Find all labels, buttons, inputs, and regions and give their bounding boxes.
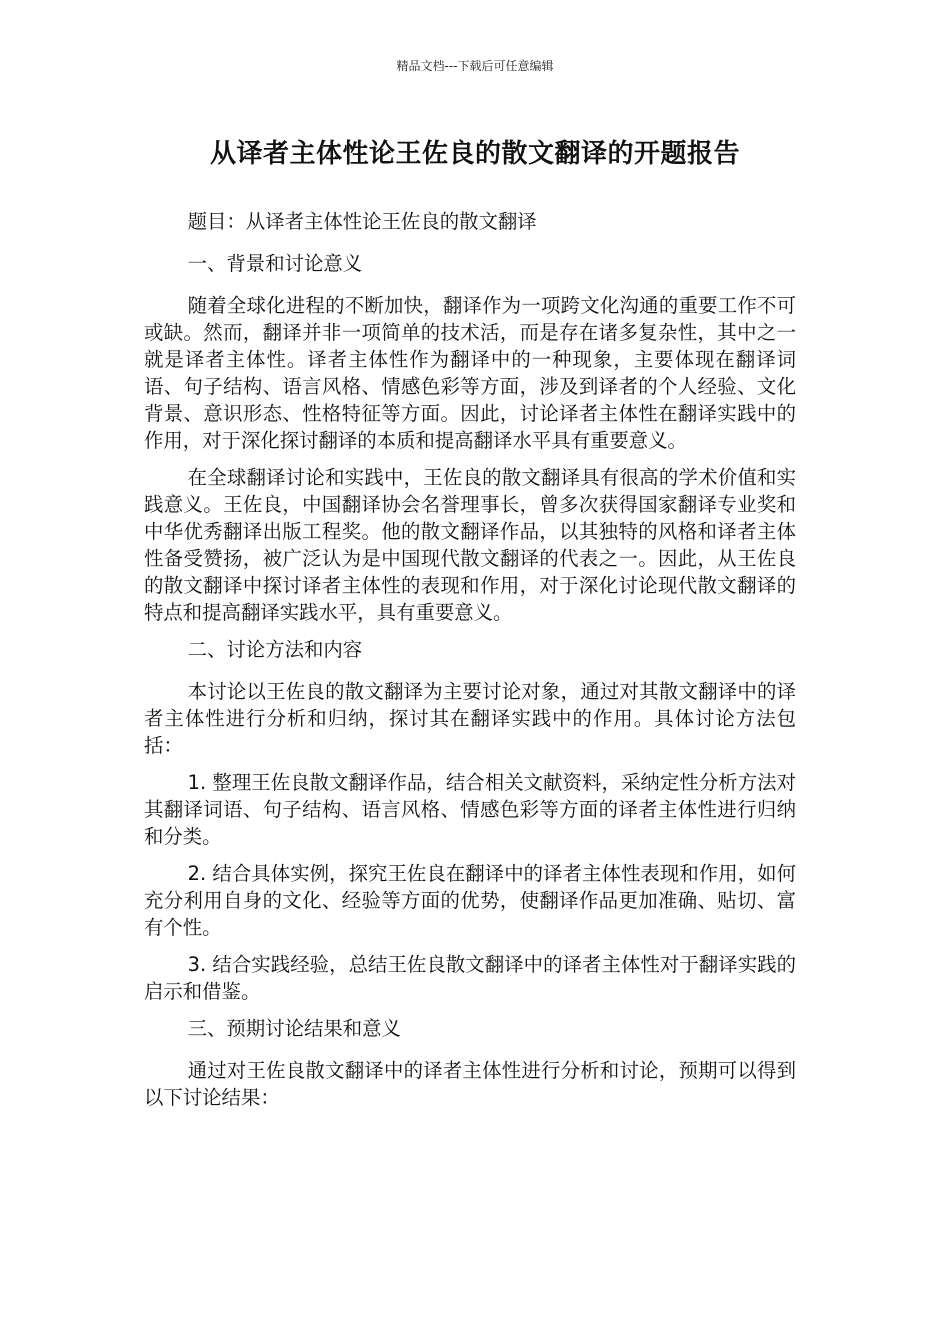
body-paragraph: 在全球翻译讨论和实践中，王佐良的散文翻译具有很高的学术价值和实践意义。王佐良，中国翻译协会名誉理事长，曾多次获得国家翻译专业奖和中华优秀翻译出版工程奖。他的散文翻译作品，以其独特的风格和译者主体性备受赞扬，被广泛认为是中国现代散文翻译的代表之一。因此，从王佐良的散文翻译中探讨译者主体性的表现和作用，对于深化讨论现代散文翻译的特点和提高翻译实践水平，具有重要意义。 (144, 466, 796, 624)
section-heading-results: 三、预期讨论结果和意义 (187, 1017, 401, 1040)
body-paragraph: 通过对王佐良散文翻译中的译者主体性进行分析和讨论，预期可以得到以下讨论结果： (144, 1059, 796, 1109)
topic-line: 题目：从译者主体性论王佐良的散文翻译 (187, 210, 537, 233)
section-heading-background: 一、背景和讨论意义 (187, 252, 363, 275)
section-heading-methods: 二、讨论方法和内容 (187, 638, 363, 661)
document-title: 从译者主体性论王佐良的散文翻译的开题报告 (209, 139, 740, 169)
body-paragraph: 随着全球化进程的不断加快，翻译作为一项跨文化沟通的重要工作不可或缺。然而，翻译并非一项简单的技术活，而是存在诸多复杂性，其中之一就是译者主体性。译者主体性作为翻译中的一种现象，主要体现在翻译词语、句子结构、语言风格、情感色彩等方面，涉及到译者的个人经验、文化背景、意识形态、性格特征等方面。因此，讨论译者主体性在翻译实践中的作用，对于深化探讨翻译的本质和提高翻译水平具有重要意义。 (144, 294, 796, 452)
body-paragraph: 本讨论以王佐良的散文翻译为主要讨论对象，通过对其散文翻译中的译者主体性进行分析和归纳，探讨其在翻译实践中的作用。具体讨论方法包括： (144, 680, 796, 757)
list-item-2: 2. 结合具体实例，探究王佐良在翻译中的译者主体性表现和作用，如何充分利用自身的文化、经验等方面的优势，使翻译作品更加准确、贴切、富有个性。 (144, 862, 796, 939)
page-header: 精品文档---下载后可任意编辑 (396, 59, 554, 73)
document-body (144, 208, 796, 1121)
list-item-3: 3. 结合实践经验，总结王佐良散文翻译中的译者主体性对于翻译实践的启示和借鉴。 (144, 953, 796, 1003)
list-item-1: 1. 整理王佐良散文翻译作品，结合相关文献资料，采纳定性分析方法对其翻译词语、句子结构、语言风格、情感色彩等方面的译者主体性进行归纳和分类。 (144, 771, 796, 848)
